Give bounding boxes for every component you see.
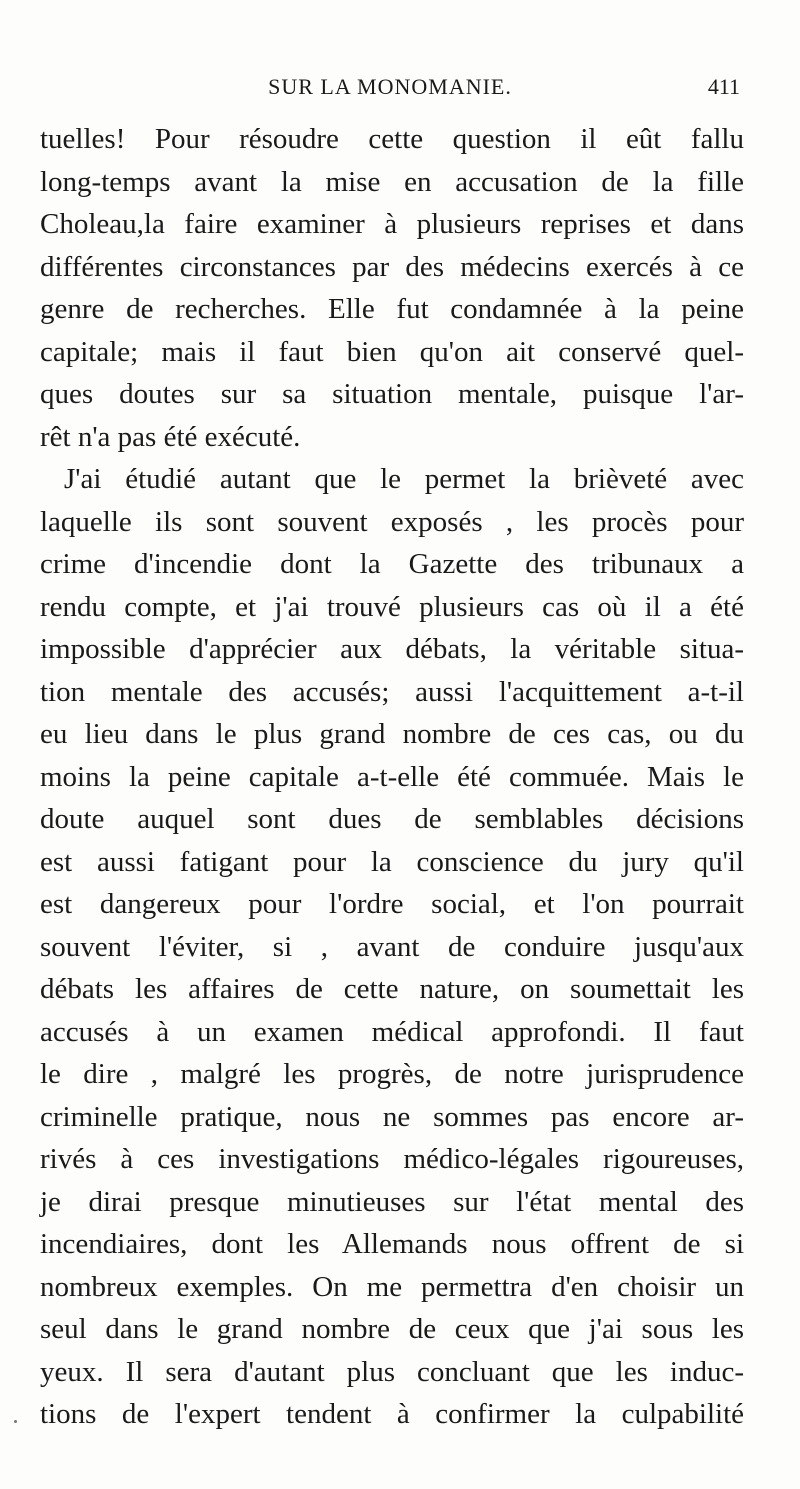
text-line: impossible d'apprécier aux débats, la véritable situa- — [40, 633, 744, 665]
text-line: différentes circonstances par des médecins exercés à ce — [40, 250, 744, 283]
text-line: est aussi fatigant pour la conscience du jury qu'il — [40, 845, 744, 878]
page-header — [40, 74, 740, 114]
text-line: crime d'incendie dont la Gazette des tribunaux a — [40, 548, 744, 580]
text-line: doute auquel sont dues de semblables décisions — [40, 803, 744, 835]
text-line: Choleau,la faire examiner à plusieurs reprises et dans — [40, 208, 744, 240]
text-line: tions de l'expert tendent à confirmer la culpabilité — [40, 1398, 744, 1430]
text-line: laquelle ils sont souvent exposés , les procès pour — [40, 505, 744, 538]
text-line: débats les affaires de cette nature, on soumettait les — [40, 973, 744, 1005]
text-line: criminelle pratique, nous ne sommes pas encore ar- — [40, 1100, 744, 1133]
text-line: incendiaires, dont les Allemands nous offrent de si — [40, 1228, 744, 1260]
page-number: 411 — [707, 74, 740, 99]
text-line: J'ai étudié autant que le permet la brièveté avec — [64, 463, 744, 495]
text-line: tion mentale des accusés; aussi l'acquittement a-t-il — [40, 675, 744, 708]
text-line: rêt n'a pas été exécuté. — [40, 420, 301, 453]
text-line: accusés à un examen médical approfondi. Il faut — [40, 1015, 744, 1048]
text-line: ques doutes sur sa situation mentale, puisque l'ar- — [40, 378, 744, 410]
text-line: le dire , malgré les progrès, de notre jurisprudence — [40, 1058, 744, 1090]
paper-speck — [14, 1420, 17, 1423]
running-title: SUR LA MONOMANIE. — [268, 74, 512, 99]
text-line: seul dans le grand nombre de ceux que j'ai sous les — [40, 1313, 744, 1345]
text-line: capitale; mais il faut bien qu'on ait conservé quel- — [40, 335, 744, 368]
text-line: moins la peine capitale a-t-elle été commuée. Mais le — [40, 760, 744, 793]
text-line: est dangereux pour l'ordre social, et l'on pourrait — [40, 888, 744, 920]
body-text — [40, 118, 744, 1436]
text-line: rendu compte, et j'ai trouvé plusieurs cas où il a été — [40, 590, 744, 623]
text-line: genre de recherches. Elle fut condamnée à la peine — [40, 293, 744, 325]
text-line: rivés à ces investigations médico-légales rigoureuses, — [40, 1143, 744, 1175]
text-line: long-temps avant la mise en accusation de la fille — [40, 165, 744, 198]
text-line: eu lieu dans le plus grand nombre de ces cas, ou du — [40, 718, 744, 750]
text-line: je dirai presque minutieuses sur l'état mental des — [40, 1185, 744, 1218]
text-line: souvent l'éviter, si , avant de conduire jusqu'aux — [40, 930, 744, 963]
text-line: nombreux exemples. On me permettra d'en choisir un — [40, 1270, 744, 1303]
text-line: yeux. Il sera d'autant plus concluant que les induc- — [40, 1355, 744, 1388]
text-line: tuelles! Pour résoudre cette question il eût fallu — [40, 123, 744, 155]
